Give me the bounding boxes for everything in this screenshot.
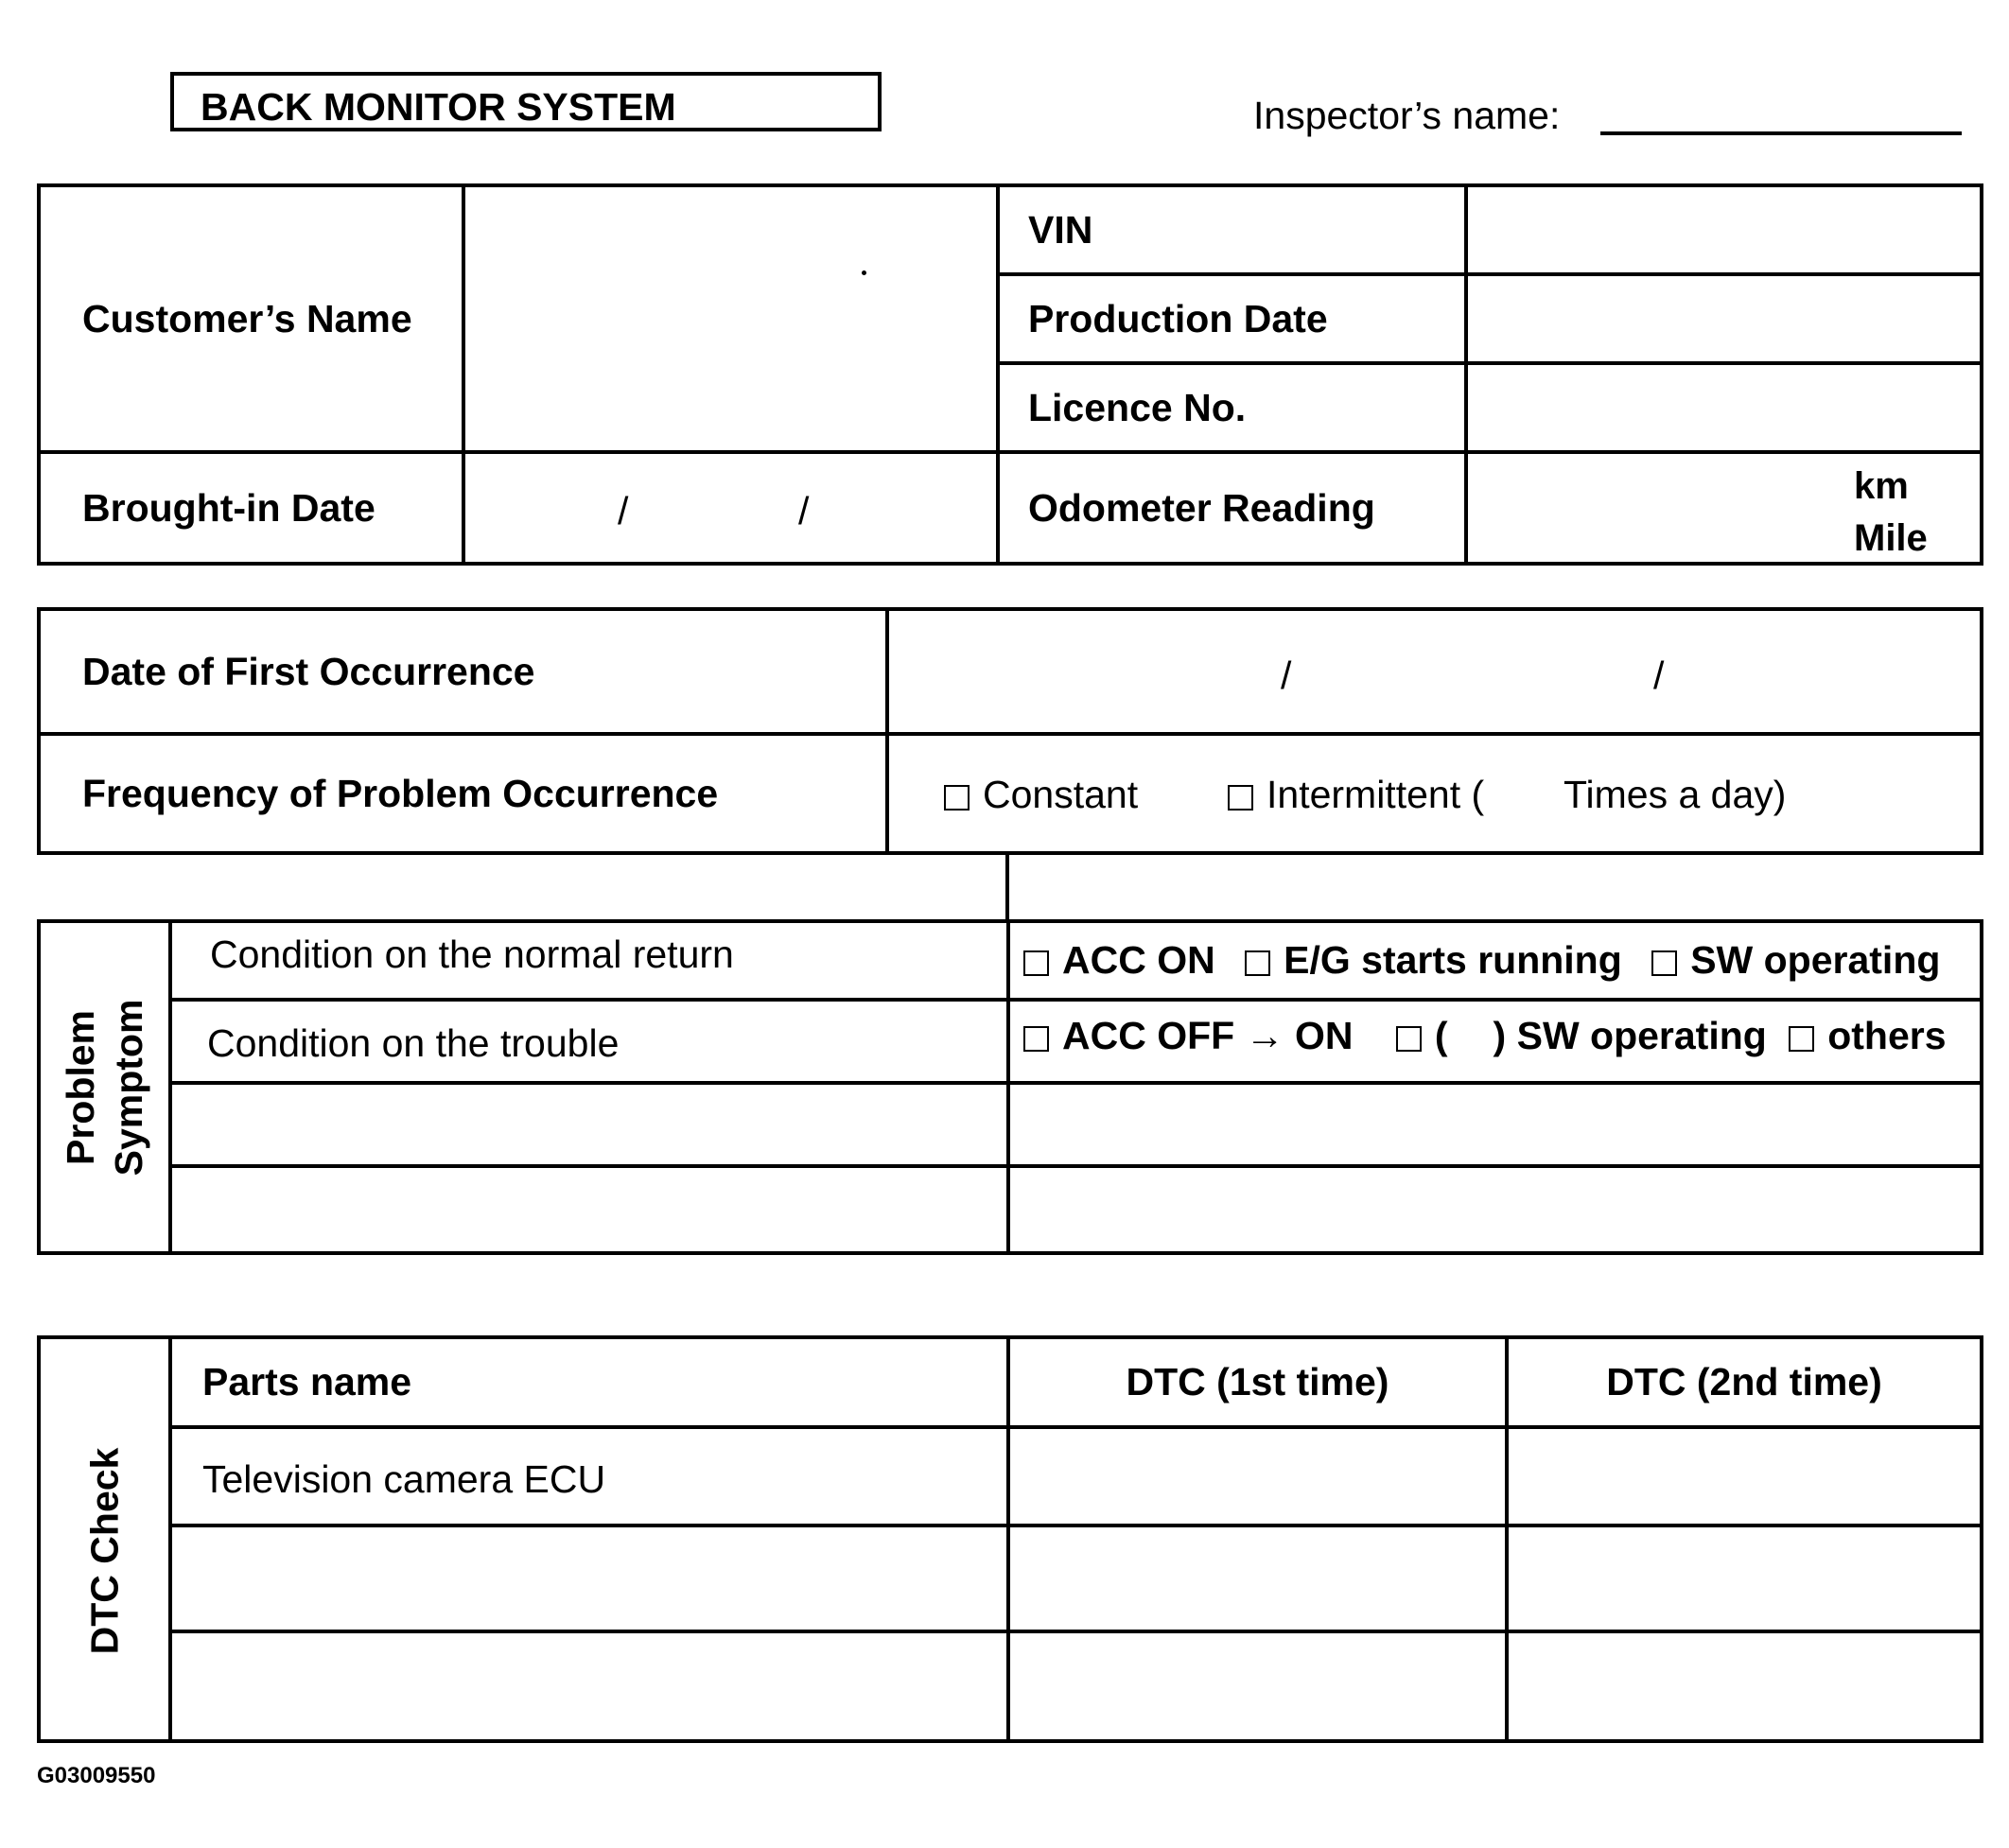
dtc-check-table [37,1335,1983,1743]
problem-symptom-section-label: Problem Symptom [58,999,150,1176]
unit-km: km [1854,465,1909,507]
licence-label-cell [998,363,1466,452]
trouble-label: Condition on the trouble [207,1020,620,1065]
brought-in-label: Brought-in Date [82,485,376,530]
dtc-first-field[interactable] [1008,1427,1507,1525]
first-occurrence-label-cell [39,609,887,734]
inspector-name-line[interactable] [1600,131,1962,135]
checkbox[interactable] [1245,950,1270,976]
vin-label-cell [998,185,1466,274]
option-sw-operating[interactable]: SW operating [1651,938,1940,982]
date-slash: / [1653,654,1665,697]
customer-name-field[interactable] [463,185,998,452]
symptom-blank-cell[interactable] [170,1166,1008,1253]
parts-name-header-cell [170,1337,1008,1427]
normal-return-label-cell [170,921,1008,1000]
occurrence-table [37,607,1983,855]
normal-return-options [1008,921,1982,1000]
vehicle-info-table [37,183,1983,566]
figure-code: G03009550 [37,1763,156,1788]
dtc-first-field[interactable] [1008,1525,1507,1631]
customer-name-label: Customer’s Name [82,296,412,340]
symptom-blank-cell[interactable] [170,1083,1008,1166]
divider-line [1005,853,1009,922]
checkbox[interactable] [1228,785,1253,811]
table-row [170,1427,1008,1525]
checkbox[interactable] [1396,1026,1422,1052]
first-occurrence-label: Date of First Occurrence [82,649,535,693]
first-occurrence-date-field[interactable] [887,609,1982,734]
checkbox[interactable] [1023,1026,1049,1052]
parts-name-header: Parts name [202,1360,412,1403]
customer-name-label-cell [39,185,463,452]
production-date-label-cell [998,274,1466,363]
checkbox[interactable] [944,785,970,811]
licence-label: Licence No. [1028,385,1247,429]
odometer-label: Odometer Reading [1028,485,1375,530]
odometer-field[interactable] [1466,452,1982,564]
problem-symptom-section-cell [39,921,170,1253]
dtc-second-header: DTC (2nd time) [1606,1360,1882,1403]
production-date-field[interactable] [1466,274,1982,363]
option-others[interactable]: others [1789,1014,1946,1057]
option-constant[interactable]: Constant [944,776,1138,814]
checkbox[interactable] [1789,1026,1814,1052]
frequency-label-cell [39,734,887,853]
normal-return-label: Condition on the normal return [210,933,734,976]
symptom-blank-cell[interactable] [1008,1166,1982,1253]
option-custom-sw[interactable]: ( ) SW operating [1396,1014,1767,1057]
unit-mile: Mile [1854,517,1928,559]
option-intermittent[interactable]: Intermittent ( [1228,776,1484,814]
date-slash: / [798,489,810,532]
dtc-first-header: DTC (1st time) [1126,1360,1389,1403]
licence-field[interactable] [1466,363,1982,452]
production-date-label: Production Date [1028,296,1328,340]
brought-in-label-cell [39,452,463,564]
dtc-section-cell [39,1337,170,1741]
checkbox[interactable] [1651,950,1677,976]
inspector-label: Inspector’s name: [1253,94,1561,137]
form-title-box [170,72,882,131]
dtc-second-field[interactable] [1507,1525,1982,1631]
dtc-first-field[interactable] [1008,1631,1507,1741]
date-slash: / [618,489,629,532]
frequency-options [887,734,1982,853]
symptom-blank-cell[interactable] [1008,1083,1982,1166]
checkbox[interactable] [1023,950,1049,976]
dtc-first-header-cell [1008,1337,1507,1427]
trouble-options [1008,1000,1982,1083]
vin-field[interactable] [1466,185,1982,274]
odometer-label-cell [998,452,1466,564]
problem-symptom-table [37,919,1983,1255]
dtc-second-field[interactable] [1507,1631,1982,1741]
table-row[interactable] [170,1631,1008,1741]
date-slash: / [1281,654,1292,697]
vin-label: VIN [1028,207,1093,252]
brought-in-date-field[interactable] [463,452,998,564]
option-acc-off-on[interactable]: ACC OFF → ON [1023,1014,1353,1057]
option-acc-on[interactable]: ACC ON [1023,938,1215,982]
dtc-second-header-cell [1507,1337,1982,1427]
table-row[interactable] [170,1525,1008,1631]
form-title: BACK MONITOR SYSTEM [201,85,676,129]
parts-name-value: Television camera ECU [202,1457,606,1501]
dtc-second-field[interactable] [1507,1427,1982,1525]
option-eg-starts[interactable]: E/G starts running [1245,938,1622,982]
times-a-day-label: Times a day) [1564,773,1787,816]
stray-dot [862,270,866,275]
trouble-label-cell [170,1000,1008,1083]
frequency-label: Frequency of Problem Occurrence [82,771,719,815]
dtc-section-label: DTC Check [81,1447,126,1655]
